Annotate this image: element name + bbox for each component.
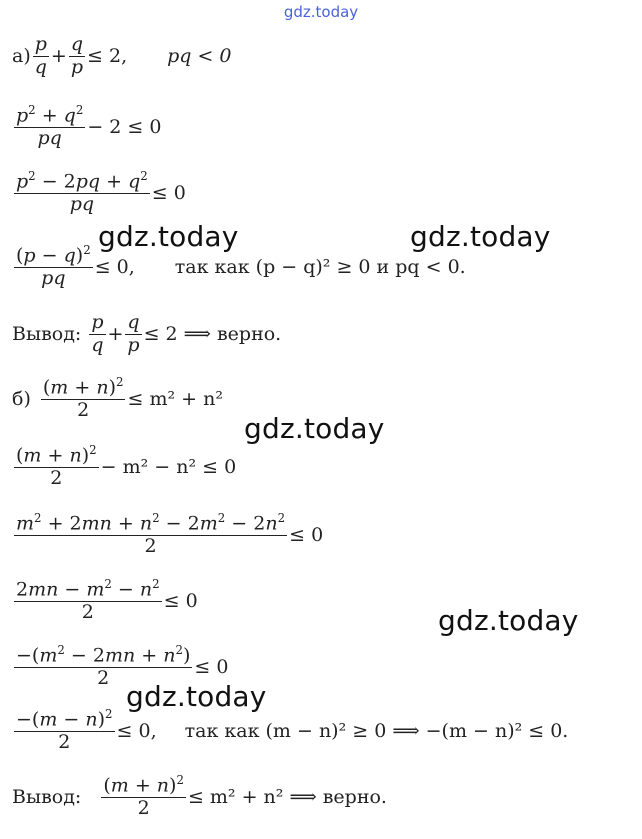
part-b-conclusion-label: Вывод: bbox=[12, 786, 82, 808]
part-a-inequality-tail: ≤ 2, bbox=[87, 45, 128, 68]
part-b-step-5-tail: ≤ 0, bbox=[116, 720, 157, 742]
watermark: gdz.today bbox=[98, 220, 239, 253]
part-b-conclusion-tail: ≤ m² + n² ⟹ верно. bbox=[187, 786, 387, 808]
part-b-inequality-tail: ≤ m² + n² bbox=[127, 388, 223, 410]
part-a-step-2-tail: ≤ 0 bbox=[151, 182, 186, 204]
watermark: gdz.today bbox=[126, 680, 267, 713]
part-b-step-5 bbox=[12, 708, 568, 754]
fraction-neg-square-over-2: $\frac{-(m - n)^2}{2}$ bbox=[16, 707, 113, 754]
watermark: gdz.today bbox=[410, 220, 551, 253]
part-a-label: а) bbox=[12, 45, 31, 68]
part-b-conclusion bbox=[12, 774, 387, 820]
part-a-because: так как (p − q)² ≥ 0 и pq < 0. bbox=[174, 256, 466, 278]
fraction-sum-squares-over-pq: $\frac{p^2 + q^2}{pq}$ bbox=[16, 103, 84, 150]
part-b-because: так как (m − n)² ≥ 0 ⟹ −(m − n)² ≤ 0. bbox=[184, 720, 569, 742]
fraction-square-over-pq: $\frac{(p - q)^2}{pq}$ bbox=[16, 243, 91, 290]
watermark: gdz.today bbox=[438, 604, 579, 637]
part-b-label: б) bbox=[12, 388, 31, 410]
part-b-step-2-tail: ≤ 0 bbox=[289, 524, 324, 546]
part-b-step-1-tail: − m² − n² ≤ 0 bbox=[100, 456, 237, 478]
fraction-q-over-p: $\frac{q}{p}$ bbox=[70, 33, 84, 78]
part-a-step-3-tail: ≤ 0, bbox=[94, 256, 135, 278]
part-b-inequality bbox=[12, 376, 223, 422]
fraction-p-over-q: $\frac{p}{q}$ bbox=[34, 33, 47, 78]
part-a-step-2 bbox=[12, 170, 186, 216]
header-watermark: gdz.today bbox=[283, 3, 359, 21]
part-a-step-3 bbox=[12, 244, 466, 290]
part-a-step-1 bbox=[12, 104, 161, 150]
part-a-conclusion-label: Вывод: bbox=[12, 323, 82, 346]
fraction-expanded-over-2: $\frac{m^2 + 2mn + n^2 - 2m^2 - 2n^2}{2}$ bbox=[16, 511, 286, 558]
part-b-step-3 bbox=[12, 578, 198, 624]
part-b-step-4-tail: ≤ 0 bbox=[194, 656, 229, 678]
fraction-q-over-p: $\frac{q}{p}$ bbox=[127, 311, 140, 356]
fraction-p-over-q: $\frac{p}{q}$ bbox=[91, 311, 104, 356]
fraction-sum-square-over-2: $\frac{(m + n)^2}{2}$ bbox=[42, 375, 124, 422]
fraction-expanded-over-pq: $\frac{p^2 - 2pq + q^2}{pq}$ bbox=[16, 169, 148, 216]
part-a-condition: pq < 0 bbox=[167, 45, 232, 68]
part-a-conclusion-tail: ≤ 2 ⟹ верно. bbox=[143, 323, 282, 346]
part-a-inequality: а) $\frac{p}{q}$ + $\frac{q}{p}$ ≤ 2, pq < 0 bbox=[12, 33, 232, 78]
part-b-step-3-tail: ≤ 0 bbox=[163, 590, 198, 612]
fraction-sum-square-over-2: $\frac{(m + n)^2}{2}$ bbox=[16, 443, 97, 490]
part-b-step-1 bbox=[12, 444, 236, 490]
fraction-negated-over-2: $\frac{-(m^2 - 2mn + n^2)}{2}$ bbox=[16, 643, 191, 690]
watermark: gdz.today bbox=[244, 412, 385, 445]
part-a-step-1-tail: − 2 ≤ 0 bbox=[87, 116, 162, 138]
part-a-conclusion: Вывод: $\frac{p}{q}$ + $\frac{q}{p}$ ≤ 2 ⟹ верно. bbox=[12, 311, 282, 356]
fraction-sum-square-over-2: $\frac{(m + n)^2}{2}$ bbox=[103, 773, 184, 820]
part-b-step-2 bbox=[12, 512, 323, 558]
fraction-simplified-over-2: $\frac{2mn - m^2 - n^2}{2}$ bbox=[16, 577, 160, 624]
